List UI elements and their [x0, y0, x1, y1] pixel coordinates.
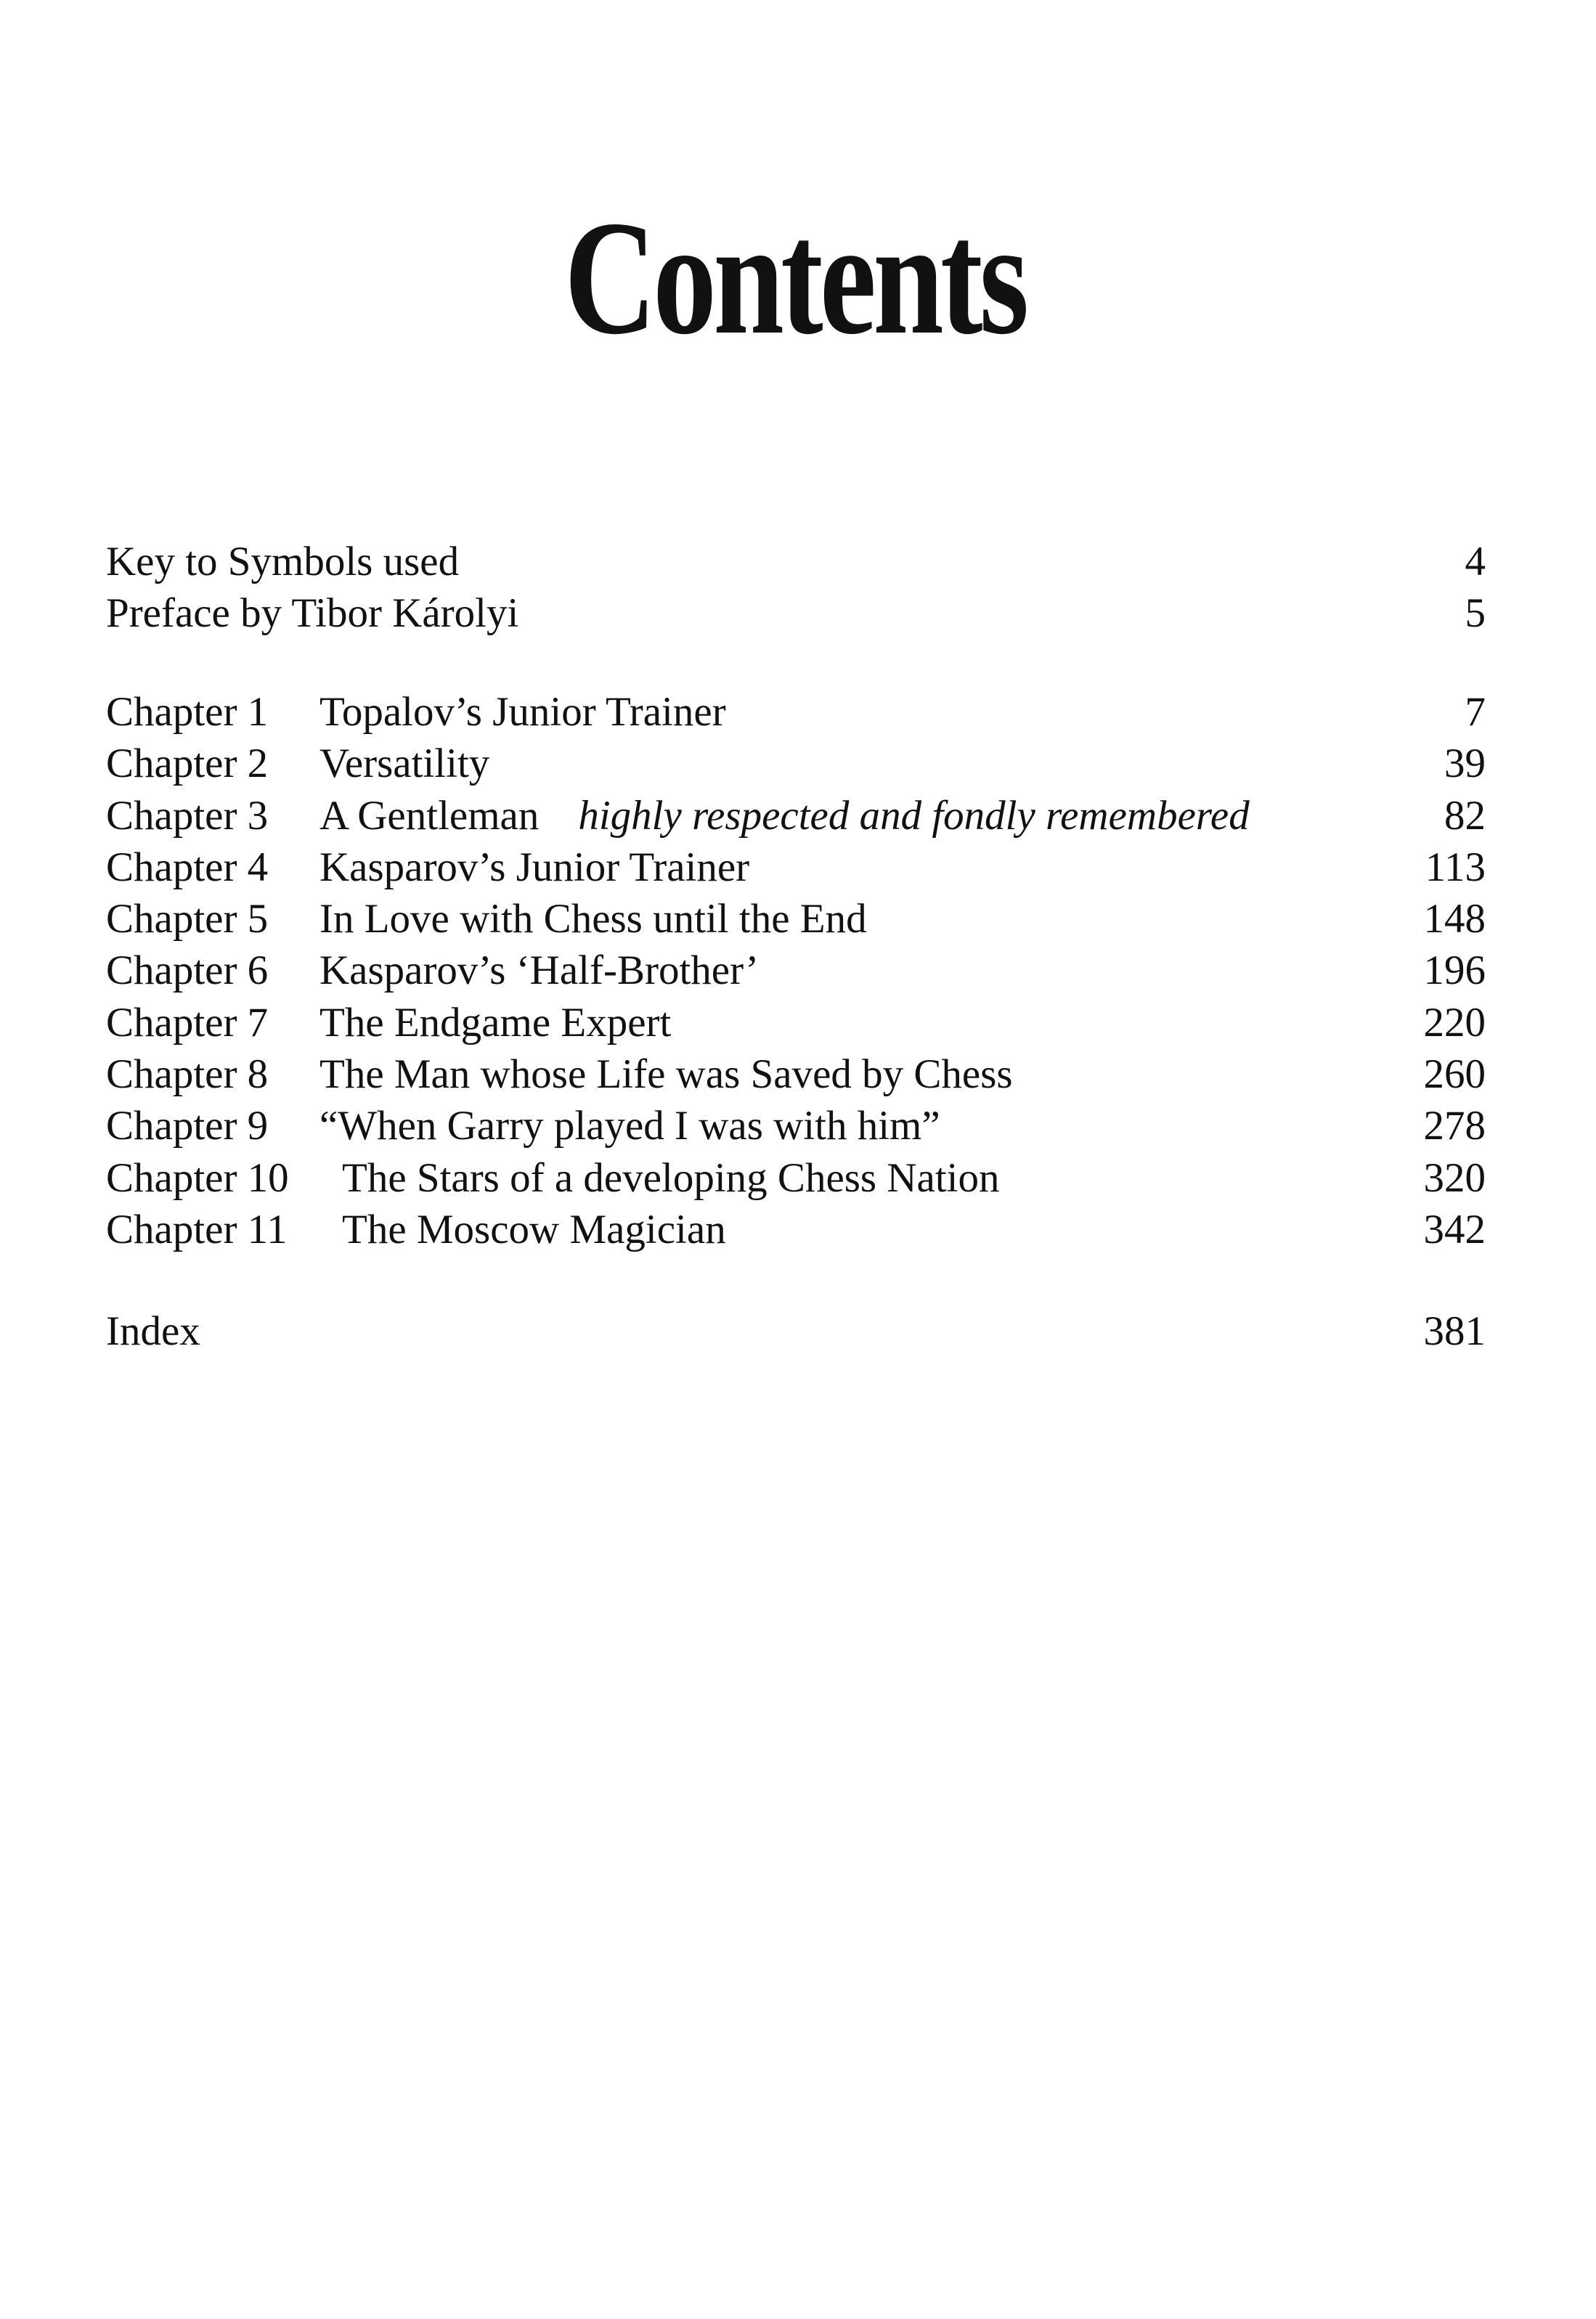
chapter-label: Chapter 11	[106, 1206, 288, 1252]
toc-entry-title: Key to Symbols used	[106, 539, 460, 584]
chapter-title: A Gentleman	[319, 792, 540, 839]
toc-entry-index	[106, 1305, 1486, 1357]
chapter-label: Chapter 8	[106, 1051, 269, 1098]
chapter-title: “When Garry played I was with him”	[319, 1103, 940, 1149]
toc-entry-page: 220	[1423, 999, 1486, 1046]
chapter-title: Kasparov’s ‘Half-Brother’	[319, 947, 760, 994]
toc-entry-page: 278	[1423, 1103, 1486, 1149]
chapter-list	[106, 686, 1486, 1255]
chapter-title: Topalov’s Junior Trainer	[319, 689, 726, 735]
chapter-label: Chapter 9	[106, 1103, 269, 1149]
chapter-title-group	[319, 790, 1250, 841]
front-matter-list	[106, 536, 1486, 640]
toc-entry-title: Index	[106, 1308, 200, 1354]
toc-entry-page: 320	[1423, 1154, 1486, 1201]
chapter-subtitle: highly respected and fondly remembered	[578, 792, 1250, 839]
toc-entry-chapter-4	[106, 841, 1486, 893]
chapter-title: In Love with Chess until the End	[319, 896, 867, 942]
toc-entry-chapter-9	[106, 1100, 1486, 1152]
chapter-label: Chapter 2	[106, 741, 269, 787]
toc-entry-page: 7	[1465, 689, 1486, 735]
chapter-label: Chapter 5	[106, 896, 269, 942]
toc-entry-chapter-2	[106, 738, 1486, 789]
chapter-label: Chapter 4	[106, 844, 269, 890]
toc-entry-key-to-symbols	[106, 536, 1486, 587]
toc-entry-title: Preface by Tibor Károlyi	[106, 590, 519, 637]
chapter-label: Chapter 3	[106, 792, 269, 839]
toc-entry-page: 113	[1425, 844, 1486, 890]
chapter-label: Chapter 6	[106, 947, 269, 994]
toc-entry-page: 342	[1423, 1206, 1486, 1252]
toc-entry-chapter-3	[106, 790, 1486, 841]
toc-entry-chapter-5	[106, 893, 1486, 945]
toc-entry-page: 5	[1465, 590, 1486, 637]
chapter-title: The Moscow Magician	[342, 1206, 726, 1252]
chapter-label: Chapter 1	[106, 689, 269, 735]
toc-entry-page: 260	[1423, 1051, 1486, 1098]
toc-entry-chapter-6	[106, 945, 1486, 996]
toc-entry-chapter-7	[106, 997, 1486, 1048]
toc-entry-page: 39	[1444, 741, 1486, 787]
toc-entry-page: 4	[1465, 539, 1486, 584]
toc-entry-preface	[106, 587, 1486, 639]
chapter-label: Chapter 7	[106, 999, 269, 1046]
chapter-title: The Endgame Expert	[319, 999, 672, 1046]
toc-entry-chapter-11	[106, 1204, 1486, 1255]
toc-entry-page: 196	[1423, 947, 1486, 994]
chapter-title: The Stars of a developing Chess Nation	[342, 1154, 1000, 1201]
back-matter-list	[106, 1305, 1486, 1357]
toc-entry-chapter-10	[106, 1152, 1486, 1204]
page-title: Contents	[564, 187, 1026, 368]
toc-entry-page: 381	[1423, 1308, 1486, 1354]
chapter-label: Chapter 10	[106, 1154, 289, 1201]
toc-entry-page: 82	[1444, 792, 1486, 839]
chapter-title: The Man whose Life was Saved by Chess	[319, 1051, 1013, 1098]
toc-entry-page: 148	[1423, 896, 1486, 942]
chapter-title: Versatility	[319, 741, 490, 787]
toc-entry-chapter-8	[106, 1048, 1486, 1100]
toc-entry-chapter-1	[106, 686, 1486, 738]
chapter-title: Kasparov’s Junior Trainer	[319, 844, 750, 890]
